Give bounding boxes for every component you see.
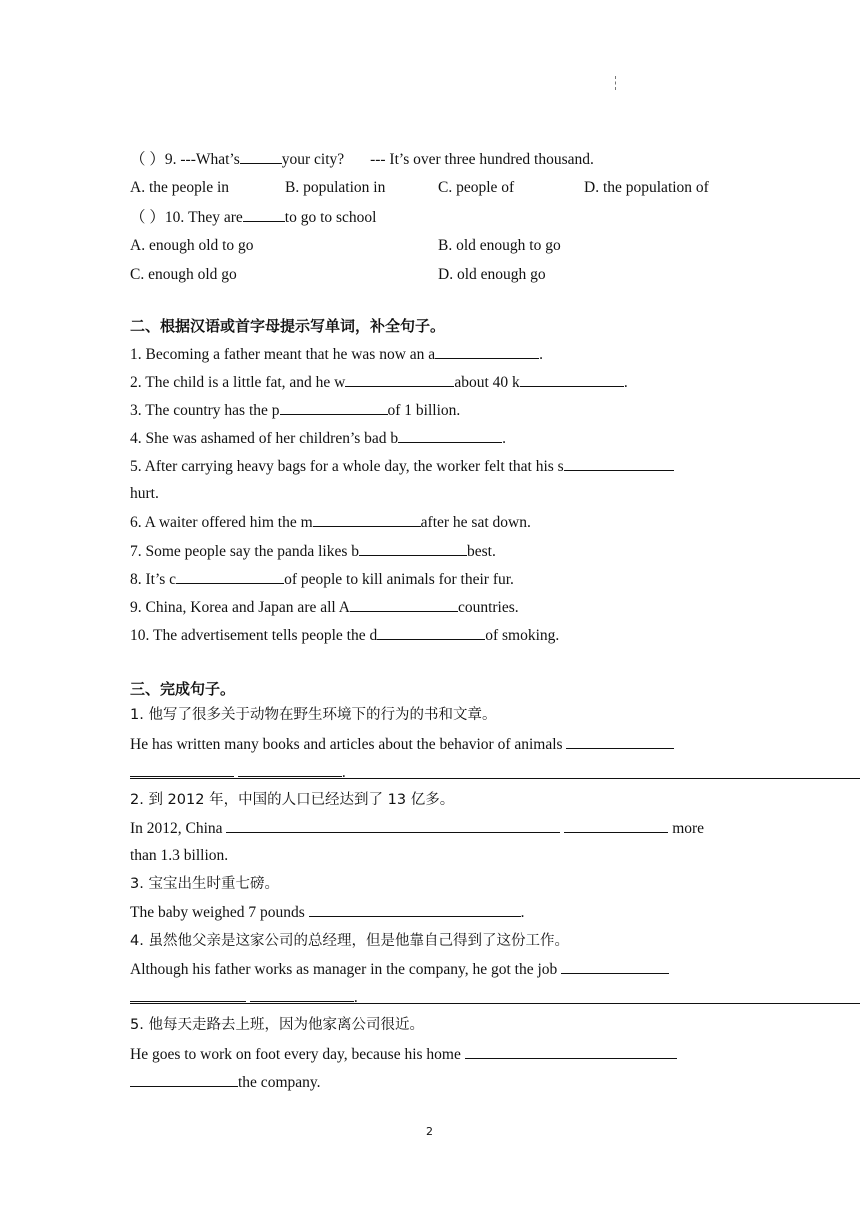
item-text: best.	[467, 543, 496, 560]
item-text: 9. China, Korea and Japan are all A	[130, 599, 350, 616]
item-text: more	[672, 820, 705, 837]
item-text: 4. She was ashamed of her children’s bad b	[130, 430, 399, 447]
blank[interactable]	[176, 569, 284, 584]
s3-item-5-en	[130, 1044, 677, 1065]
s3-item-3-en	[130, 902, 525, 923]
blank[interactable]	[280, 400, 388, 415]
item-text: 1. Becoming a father meant that he was now an a	[130, 346, 436, 363]
blank[interactable]	[240, 149, 282, 164]
blank[interactable]	[243, 207, 285, 222]
item-text: .	[341, 764, 346, 781]
item-text: about 40 k	[454, 374, 520, 391]
blank[interactable]	[130, 762, 234, 777]
q9-option-b: B. population in	[285, 179, 386, 196]
blank[interactable]	[377, 625, 485, 640]
item-text: 7. Some people say the panda likes b	[130, 543, 360, 560]
item-text: countries.	[457, 599, 519, 616]
s3-item-2-en-cont: than 1.3 billion.	[130, 847, 229, 864]
s3-item-5-cn: 5. 他每天走路去上班，因为他家离公司很近。	[130, 1017, 424, 1033]
blank[interactable]	[564, 818, 668, 833]
item-text: .	[520, 904, 525, 921]
s2-item-1	[130, 344, 543, 365]
s2-item-4	[130, 428, 506, 449]
item-text: 10. The advertisement tells people the d	[130, 627, 378, 644]
item-text: .	[353, 989, 358, 1006]
s2-item-7	[130, 541, 496, 562]
item-text: 2. The child is a little fat, and he w	[130, 374, 346, 391]
item-text: the company.	[238, 1074, 321, 1091]
q9-prefix: （ ）9. ---What’s	[130, 151, 240, 168]
blank[interactable]	[350, 597, 458, 612]
s2-item-10	[130, 625, 559, 646]
s3-item-2-en	[130, 818, 704, 839]
q10-prefix: （ ）10. They are	[130, 209, 243, 226]
q9-answer: --- It’s over three hundred thousand.	[370, 151, 594, 168]
item-text: He goes to work on foot every day, because his home	[130, 1046, 461, 1063]
blank[interactable]	[130, 1072, 238, 1087]
item-text: The baby weighed 7 pounds	[130, 904, 305, 921]
item-text: .	[502, 430, 507, 447]
item-text: after he sat down.	[420, 514, 531, 531]
s3-item-1-cn: 1. 他写了很多关于动物在野生环境下的行为的书和文章。	[130, 707, 497, 723]
s2-item-5-cont: hurt.	[130, 485, 159, 502]
blank[interactable]	[313, 512, 421, 527]
blank[interactable]	[398, 428, 502, 443]
q10-option-c: C. enough old go	[130, 266, 237, 283]
item-text: 8. It’s c	[130, 571, 177, 588]
item-text: 3. The country has the p	[130, 402, 280, 419]
s3-item-1-en-cont	[130, 762, 346, 783]
item-text: In 2012, China	[130, 820, 223, 837]
blank[interactable]	[130, 987, 246, 1002]
blank[interactable]	[561, 959, 669, 974]
item-text: He has written many books and articles about the behavior of animals	[130, 736, 563, 753]
margin-mark	[615, 76, 617, 90]
q10-option-b: B. old enough to go	[438, 237, 561, 254]
s3-item-4-cn: 4. 虽然他父亲是这家公司的总经理，但是他靠自己得到了这份工作。	[130, 933, 569, 949]
divider	[130, 778, 860, 779]
item-text: 6. A waiter offered him the m	[130, 514, 313, 531]
blank[interactable]	[226, 818, 560, 833]
blank[interactable]	[309, 902, 521, 917]
blank[interactable]	[566, 734, 674, 749]
item-text: .	[539, 346, 544, 363]
item-text: of 1 billion.	[387, 402, 461, 419]
blank[interactable]	[238, 762, 342, 777]
q10-suffix: to go to school	[284, 209, 377, 226]
blank[interactable]	[250, 987, 354, 1002]
q10-option-d: D. old enough go	[438, 266, 546, 283]
blank[interactable]	[345, 372, 454, 387]
s2-item-5	[130, 456, 674, 477]
page-number: 2	[426, 1125, 433, 1138]
blank[interactable]	[435, 344, 539, 359]
section-2-heading: 二、根据汉语或首字母提示写单词，补全句子。	[130, 317, 446, 335]
item-text: of smoking.	[485, 627, 560, 644]
q9-option-a: A. the people in	[130, 179, 230, 196]
question-10	[130, 207, 377, 228]
s3-item-5-en-cont	[130, 1072, 321, 1093]
blank[interactable]	[564, 456, 674, 471]
item-text: .	[623, 374, 628, 391]
s3-item-3-cn: 3. 宝宝出生时重七磅。	[130, 876, 279, 892]
item-text: of people to kill animals for their fur.	[284, 571, 514, 588]
item-text: Although his father works as manager in the company, he got the job	[130, 961, 558, 978]
s2-item-8	[130, 569, 514, 590]
blank[interactable]	[465, 1044, 677, 1059]
s2-item-3	[130, 400, 460, 421]
s3-item-1-en	[130, 734, 674, 755]
divider	[130, 1003, 860, 1004]
question-9	[130, 149, 594, 170]
s2-item-2	[130, 372, 628, 393]
s3-item-4-en-cont	[130, 987, 358, 1008]
blank[interactable]	[359, 541, 467, 556]
q9-option-d: D. the population of	[584, 179, 709, 196]
s2-item-9	[130, 597, 519, 618]
q9-option-c: C. people of	[438, 179, 515, 196]
s2-item-6	[130, 512, 531, 533]
item-text: 5. After carrying heavy bags for a whole day, the worker felt that his s	[130, 458, 564, 475]
q10-option-a: A. enough old to go	[130, 237, 254, 254]
blank[interactable]	[520, 372, 624, 387]
s3-item-2-cn: 2. 到 2012 年，中国的人口已经达到了 13 亿多。	[130, 792, 455, 808]
s3-item-4-en	[130, 959, 669, 980]
section-3-heading: 三、完成句子。	[130, 680, 236, 698]
q9-mid: your city?	[281, 151, 345, 168]
